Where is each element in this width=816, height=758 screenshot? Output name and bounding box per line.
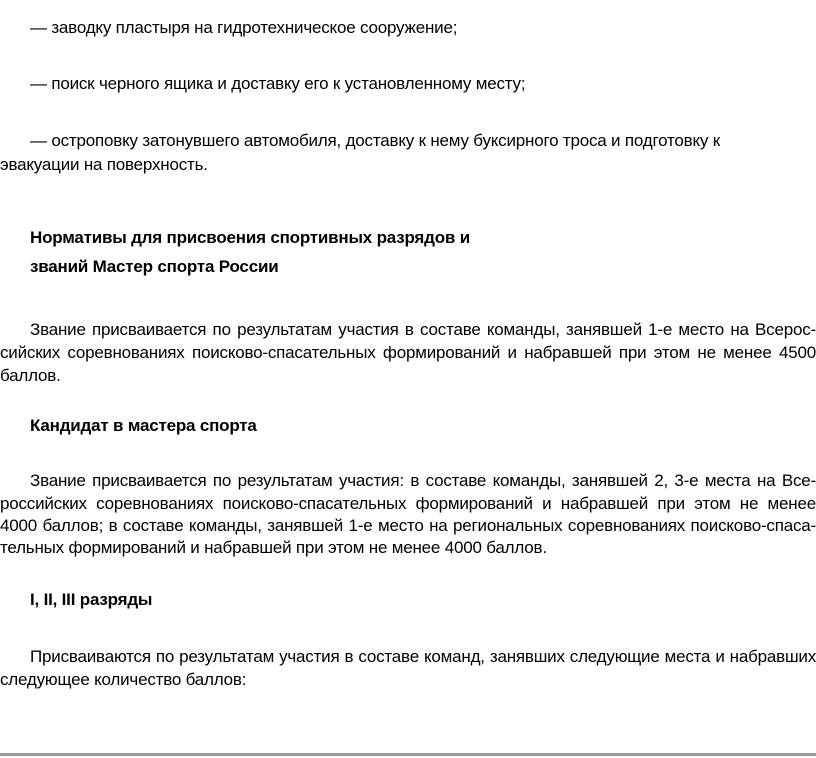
list-item: — заводку пластыря на гидротехническое сооружение; xyxy=(30,18,458,37)
paragraph-line: баллов. xyxy=(0,366,61,385)
paragraph-line: Звание присваивается по результатам участия в составе команды, занявшей 1-е место на Всерос- xyxy=(30,320,816,339)
section-heading: I, II, III разряды xyxy=(30,590,153,609)
list-item: — остроповку затонувшего автомобиля, доставку к нему буксирного троса и подготовку к xyxy=(30,131,720,150)
paragraph-line: сийских соревнованиях поисково-спасательных формирований и набравшей при этом не менее 4500 xyxy=(0,343,816,362)
paragraph-line: Звание присваивается по результатам участия: в составе команды, занявшей 2, 3-е места на Все- xyxy=(30,471,816,490)
paragraph-line: российских соревнованиях поисково-спасательных формирований и набравшей при этом не менее xyxy=(0,494,816,513)
list-item-continuation: эвакуации на поверхность. xyxy=(0,155,208,174)
paragraph-line: тельных формирований и набравшей при этом не менее 4000 баллов. xyxy=(0,538,547,557)
list-item: — поиск черного ящика и доставку его к установленному месту; xyxy=(30,74,526,93)
paragraph-line: следующее количество баллов: xyxy=(0,670,247,689)
section-heading: Нормативы для присвоения спортивных разрядов и xyxy=(30,228,470,247)
section-heading: Кандидат в мастера спорта xyxy=(30,416,257,435)
paragraph-line: 4000 баллов; в составе команды, занявшей 1-е место на региональных соревнованиях поисково-спаса- xyxy=(0,516,816,535)
section-heading: званий Мастер спорта России xyxy=(30,257,279,276)
paragraph-line: Присваиваются по результатам участия в составе команд, занявших следующие места и набравших xyxy=(30,647,816,666)
page-divider xyxy=(0,753,816,756)
